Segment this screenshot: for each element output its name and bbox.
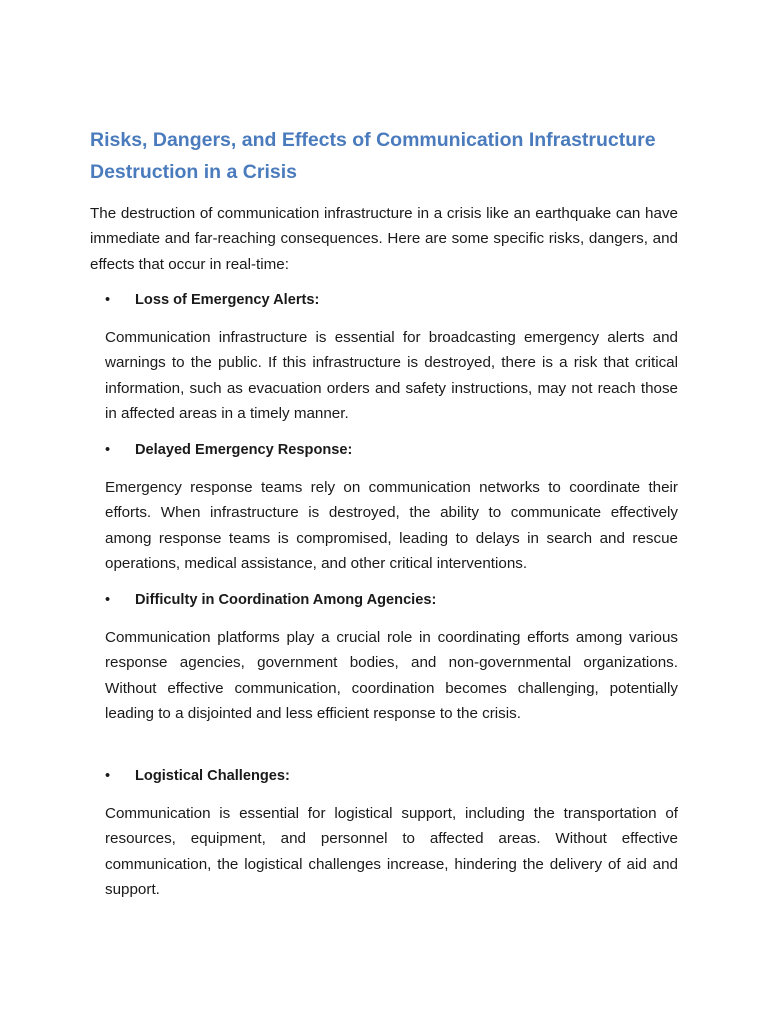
bullet-heading-logistical [105, 764, 685, 789]
bullet-symbol: • [105, 768, 111, 784]
bullet-symbol: • [105, 442, 111, 458]
intro-paragraph: The destruction of communication infrastructure in a crisis like an earthquake can have immediate and far-reaching consequences. Here are some specific risks, dangers, and effects that occur in real-time: [90, 205, 678, 273]
section-body-logistical: Communication is essential for logistical support, including the transportation of resources, equipment, and personnel to affected areas. Without effective communication, the logistical challenges increase, hindering the delivery of aid and support. [105, 805, 678, 898]
bullet-symbol: • [105, 292, 111, 308]
bullet-heading-text: Delayed Emergency Response: [135, 442, 353, 458]
bullet-heading-coordination [105, 588, 685, 613]
bullet-heading-text: Loss of Emergency Alerts: [135, 292, 320, 308]
bullet-heading-text: Logistical Challenges: [135, 768, 290, 784]
bullet-heading-emergency-alerts [105, 288, 685, 313]
bullet-heading-emergency-response [105, 438, 685, 463]
document-title: Risks, Dangers, and Effects of Communication Infrastructure Destruction in a Crisis [90, 129, 656, 183]
section-body-coordination: Communication platforms play a crucial role in coordinating efforts among various response agencies, government bodies, and non-governmental organizations. Without effective communication, coordination becomes challenging, potentially leading to a disjointed and less efficient response to the crisis. [105, 629, 678, 722]
section-body-emergency-alerts: Communication infrastructure is essential for broadcasting emergency alerts and warnings to the public. If this infrastructure is destroyed, there is a risk that critical information, such as evacuation orders and safety instructions, may not reach those in affected areas in a timely manner. [105, 329, 678, 422]
section-body-emergency-response: Emergency response teams rely on communication networks to coordinate their efforts. When infrastructure is destroyed, the ability to communicate effectively among response teams is compromised, leading to delays in search and rescue operations, medical assistance, and other critical interventions. [105, 479, 678, 572]
bullet-heading-text: Difficulty in Coordination Among Agencies: [135, 592, 437, 608]
bullet-symbol: • [105, 592, 111, 608]
